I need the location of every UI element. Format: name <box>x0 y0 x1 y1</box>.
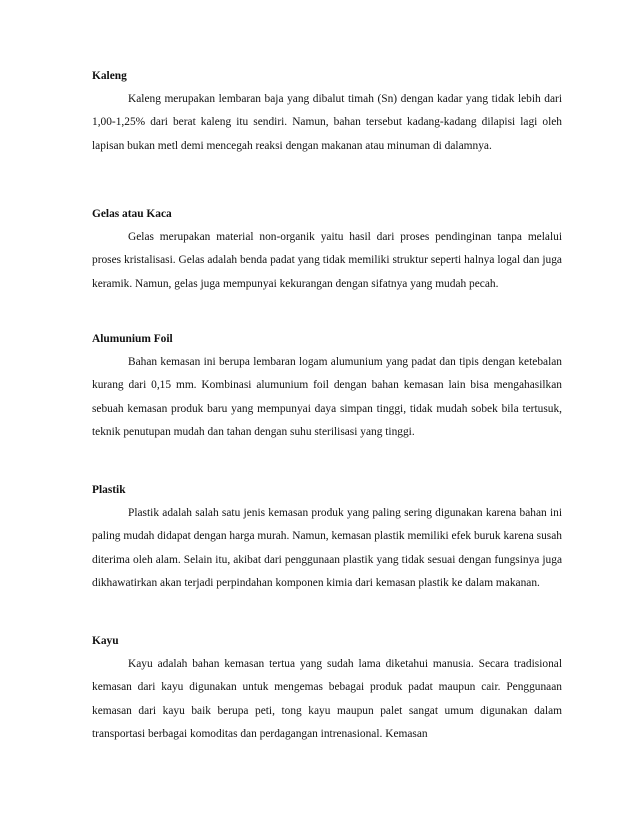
section-heading: Kaleng <box>92 70 127 82</box>
section-paragraph: Gelas merupakan material non-organik yaitu hasil dari proses pendinginan tanpa melalui proses kristalisasi. Gelas adalah benda padat yang tidak memiliki struktur seperti halnya logal dan juga keramik. Namun, gelas juga mempunyai kekurangan dengan sifatnya yang mudah pecah. <box>92 231 562 290</box>
section-heading: Alumunium Foil <box>92 333 173 345</box>
section-paragraph: Kaleng merupakan lembaran baja yang dibalut timah (Sn) dengan kadar yang tidak lebih dari 1,00-1,25% dari berat kaleng itu sendiri. Namun, bahan tersebut kadang-kadang dilapisi lagi oleh lapisan bukan metl demi mencegah reaksi dengan makanan atau minuman di dalamnya. <box>92 93 562 152</box>
section-kayu <box>92 633 562 746</box>
section-heading: Gelas atau Kaca <box>92 208 172 220</box>
section-heading: Kayu <box>92 635 119 647</box>
section-paragraph: Kayu adalah bahan kemasan tertua yang sudah lama diketahui manusia. Secara tradisional kemasan dari kayu digunakan untuk mengemas bebagai produk padat maupun cair. Penggunaan kemasan dari kayu baik berupa peti, tong kayu maupun palet sangat umum digunakan dalam transportasi berbagai komoditas dan perdagangan intrenasional. Kemasan <box>92 658 562 740</box>
section-plastik <box>92 482 562 595</box>
section-alumunium-foil <box>92 331 562 444</box>
section-heading: Plastik <box>92 484 126 496</box>
section-kaleng <box>92 68 562 158</box>
section-paragraph: Bahan kemasan ini berupa lembaran logam alumunium yang padat dan tipis dengan ketebalan kurang dari 0,15 mm. Kombinasi alumunium foil dengan bahan kemasan lain bisa mengahasilkan sebuah kemasan produk baru yang mempunyai daya simpan tinggi, tidak mudah sobek bila tertusuk, teknik penutupan mudah dan tahan dengan suhu sterilisasi yang tinggi. <box>92 356 562 438</box>
section-paragraph: Plastik adalah salah satu jenis kemasan produk yang paling sering digunakan karena bahan ini paling mudah didapat dengan harga murah. Namun, kemasan plastik memiliki efek buruk karena susah diterima oleh alam. Selain itu, akibat dari penggunaan plastik yang tidak sesuai dengan fungsinya juga dikhawatirkan akan terjadi perpindahan komponen kimia dari kemasan plastik ke dalam makanan. <box>92 507 562 589</box>
section-gelas-atau-kaca <box>92 206 562 296</box>
